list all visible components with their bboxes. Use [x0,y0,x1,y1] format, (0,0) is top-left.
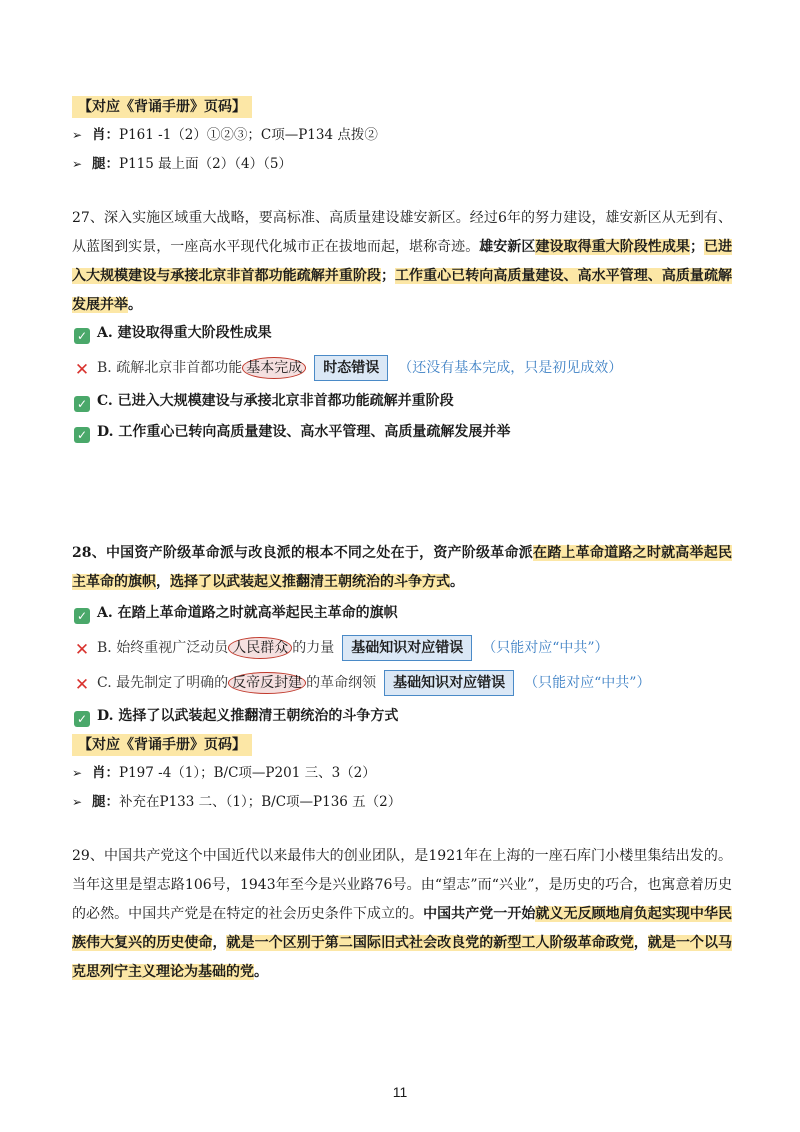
error-type-box: 基础知识对应错误 [384,670,514,696]
check-mark-icon: ✓ [74,328,90,344]
q27-option-d: ✓ D. 工作重心已转向高质量建设、高水平管理、高质量疏解发展并举 [72,421,510,443]
arrow-bullet-icon: ➢ [72,128,83,142]
reference-tag: 【对应《背诵手册》页码】 [72,96,252,118]
cross-mark-icon: ✕ [74,360,90,380]
arrow-bullet-icon: ➢ [72,157,83,171]
check-mark-icon: ✓ [74,711,90,727]
arrow-bullet-icon: ➢ [72,766,83,780]
q28-option-b: ✕ B. 始终重视广泛动员 人民群众 的力量 基础知识对应错误 （只能对应“中共”） [72,635,609,661]
error-type-box: 时态错误 [314,355,388,381]
question-29-stem: 29、中国共产党这个中国近代以来最伟大的创业团队，是1921年在上海的一座石库门小楼里集结出发的。当年这里是望志路106号，1943年至今是兴业路76号。由“望志”而“兴业”，是历史的巧合，也寓意着历史的必然。中国共产党是在特定的社会历史条件下成立的。中国共产党一开始就义无反顾地肩负起实现中华民族伟大复兴的历史使命，就是一个区别于第二国际旧式社会改良党的新型工人阶级革命政党，就是一个以马克思列宁主义理论为基础的党。 [72,848,733,980]
page-number: 11 [392,1084,408,1100]
check-mark-icon: ✓ [74,608,90,624]
error-note: （还没有基本完成，只是初见成效） [398,360,623,376]
q28-option-c: ✕ C. 最先制定了明确的 反帝反封建 的革命纲领 基础知识对应错误 （只能对应“中共”） [72,670,650,696]
reference-line-xiao: ➢ 肖：P161 -1（2）①②③；C项—P134 点拨② [72,127,378,143]
arrow-bullet-icon: ➢ [72,795,83,809]
q28-option-a: ✓ A. 在踏上革命道路之时就高举起民主革命的旗帜 [72,602,398,624]
check-mark-icon: ✓ [74,427,90,443]
check-mark-icon: ✓ [74,396,90,412]
question-27-stem: 27、深入实施区域重大战略，要高标准、高质量建设雄安新区。经过6年的努力建设，雄安新区从无到有、从蓝图到实景，一座高水平现代化城市正在拔地而起，堪称奇迹。雄安新区建设取得重大阶段性成果；已进入大规模建设与承接北京非首都功能疏解并重阶段；工作重心已转向高质量建设、高水平管理、高质量疏解发展并举。 [72,210,733,313]
reference-line-xiao: ➢ 肖：P197 -4（1）；B/C项—P201 三、3（2） [72,765,376,781]
q27-option-a: ✓ A. 建设取得重大阶段性成果 [72,322,272,344]
error-note: （只能对应“中共”） [524,675,651,691]
cross-mark-icon: ✕ [74,675,90,695]
cross-mark-icon: ✕ [74,640,90,660]
question-28-stem: 28、中国资产阶级革命派与改良派的根本不同之处在于，资产阶级革命派在踏上革命道路之时就高举起民主革命的旗帜，选择了以武装起义推翻清王朝统治的斗争方式。 [72,545,733,590]
error-note: （只能对应“中共”） [482,640,609,656]
circled-wrong-phrase: 人民群众 [228,637,292,659]
circled-wrong-phrase: 基本完成 [242,357,306,379]
reference-line-tui: ➢ 腿：P115 最上面（2）（4）（5） [72,156,292,172]
reference-tag: 【对应《背诵手册》页码】 [72,734,252,756]
q27-option-c: ✓ C. 已进入大规模建设与承接北京非首都功能疏解并重阶段 [72,390,454,412]
q27-option-b: ✕ B. 疏解北京非首都功能 基本完成 时态错误 （还没有基本完成，只是初见成效） [72,355,622,381]
error-type-box: 基础知识对应错误 [342,635,472,661]
q28-option-d: ✓ D. 选择了以武装起义推翻清王朝统治的斗争方式 [72,705,398,727]
reference-line-tui: ➢ 腿：补充在P133 二、（1）；B/C项—P136 五（2） [72,794,402,810]
circled-wrong-phrase: 反帝反封建 [228,672,306,694]
